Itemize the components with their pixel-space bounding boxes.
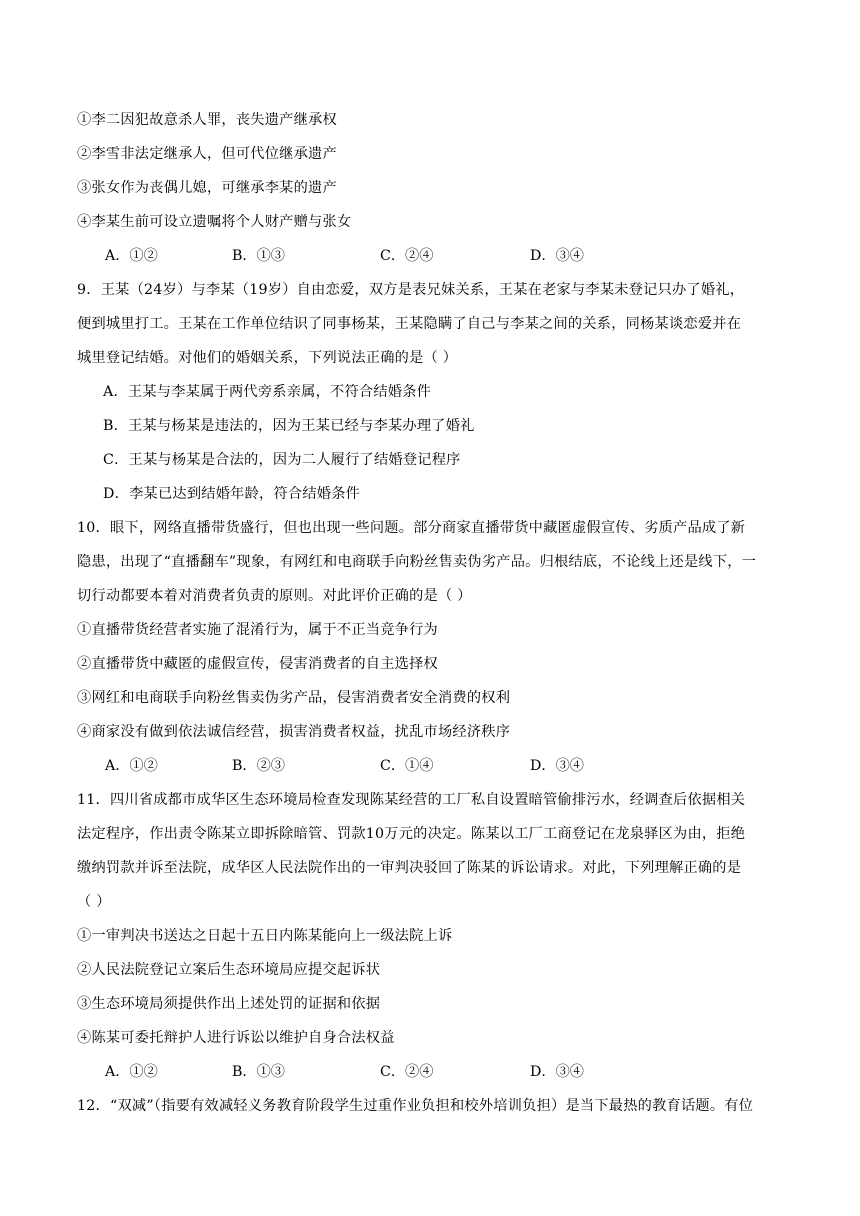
- q8-option-a: A．①②: [105, 248, 158, 264]
- q10-option-d: D．③④: [530, 758, 584, 774]
- q11-option-d: D．③④: [530, 1064, 584, 1080]
- q9-stem-line-1: 9．王某（24岁）与李某（19岁）自由恋爱，双方是表兄妹关系，王某在老家与李某未登记只办了婚礼，: [77, 282, 745, 298]
- q11-stem-line-4: （ ）: [77, 894, 111, 910]
- q10-stem-line-1: 10．眼下，网络直播带货盛行，但也出现一些问题。部分商家直播带货中藏匿虚假宣传、劣质产品成了新: [77, 520, 746, 536]
- q10-statement-4: ④商家没有做到依法诚信经营，损害消费者权益，扰乱市场经济秩序: [77, 724, 511, 740]
- q8-statement-3: ③张女作为丧偶儿媳，可继承李某的遗产: [77, 180, 337, 196]
- q10-statement-3: ③网红和电商联手向粉丝售卖伪劣产品，侵害消费者安全消费的权利: [77, 690, 511, 706]
- q11-stem-line-1: 11．四川省成都市成华区生态环境局检查发现陈某经营的工厂私自设置暗管偷排污水，经调查后依据相关: [77, 792, 746, 808]
- q11-stem-line-3: 缴纳罚款并诉至法院，成华区人民法院作出的一审判决驳回了陈某的诉讼请求。对此，下列理解正确的是: [77, 860, 742, 876]
- q10-stem-line-3: 切行动都要本着对消费者负责的原则。对此评价正确的是（ ）: [77, 588, 472, 604]
- q10-option-c: C．①④: [380, 758, 434, 774]
- q9-stem-line-3: 城里登记结婚。对他们的婚姻关系，下列说法正确的是（ ）: [77, 350, 458, 366]
- q11-statement-4: ④陈某可委托辩护人进行诉讼以维护自身合法权益: [77, 1030, 395, 1046]
- q8-statement-2: ②李雪非法定继承人，但可代位继承遗产: [77, 146, 337, 162]
- q10-option-a: A．①②: [105, 758, 158, 774]
- q8-statement-1: ①李二因犯故意杀人罪，丧失遗产继承权: [77, 112, 337, 128]
- q9-choice-d: D．李某已达到结婚年龄，符合结婚条件: [103, 486, 361, 502]
- q11-option-b: B．①③: [232, 1064, 285, 1080]
- q9-choice-b: B．王某与杨某是违法的，因为王某已经与李某办理了婚礼: [103, 418, 475, 434]
- q11-statement-1: ①一审判决书送达之日起十五日内陈某能向上一级法院上诉: [77, 928, 453, 944]
- q11-option-a: A．①②: [105, 1064, 158, 1080]
- q11-statement-2: ②人民法院登记立案后生态环境局应提交起诉状: [77, 962, 381, 978]
- q8-option-b: B．①③: [232, 248, 285, 264]
- q11-option-c: C．②④: [380, 1064, 434, 1080]
- q10-stem-line-2: 隐患，出现了“直播翻车”现象，有网红和电商联手向粉丝售卖伪劣产品。归根结底，不论线上还是线下，一: [77, 554, 757, 570]
- q9-choice-a: A．王某与李某属于两代旁系亲属，不符合结婚条件: [103, 384, 432, 400]
- q8-option-d: D．③④: [530, 248, 584, 264]
- q10-statement-1: ①直播带货经营者实施了混淆行为，属于不正当竞争行为: [77, 622, 438, 638]
- q11-stem-line-2: 法定程序，作出责令陈某立即拆除暗管、罚款10万元的决定。陈某以工厂工商登记在龙泉驿区为由，拒绝: [77, 826, 746, 842]
- q12-stem-line-1: 12．“双减”（指要有效减轻义务教育阶段学生过重作业负担和校外培训负担）是当下最热的教育话题。有位: [77, 1098, 754, 1114]
- q10-statement-2: ②直播带货中藏匿的虚假宣传，侵害消费者的自主选择权: [77, 656, 438, 672]
- q9-choice-c: C．王某与杨某是合法的，因为二人履行了结婚登记程序: [103, 452, 461, 468]
- q11-statement-3: ③生态环境局须提供作出上述处罚的证据和依据: [77, 996, 381, 1012]
- q8-option-c: C．②④: [380, 248, 434, 264]
- q8-statement-4: ④李某生前可设立遗嘱将个人财产赠与张女: [77, 214, 352, 230]
- q10-option-b: B．②③: [232, 758, 285, 774]
- q9-stem-line-2: 便到城里打工。王某在工作单位结识了同事杨某，王某隐瞒了自己与李某之间的关系，同杨某谈恋爱并在: [77, 316, 742, 332]
